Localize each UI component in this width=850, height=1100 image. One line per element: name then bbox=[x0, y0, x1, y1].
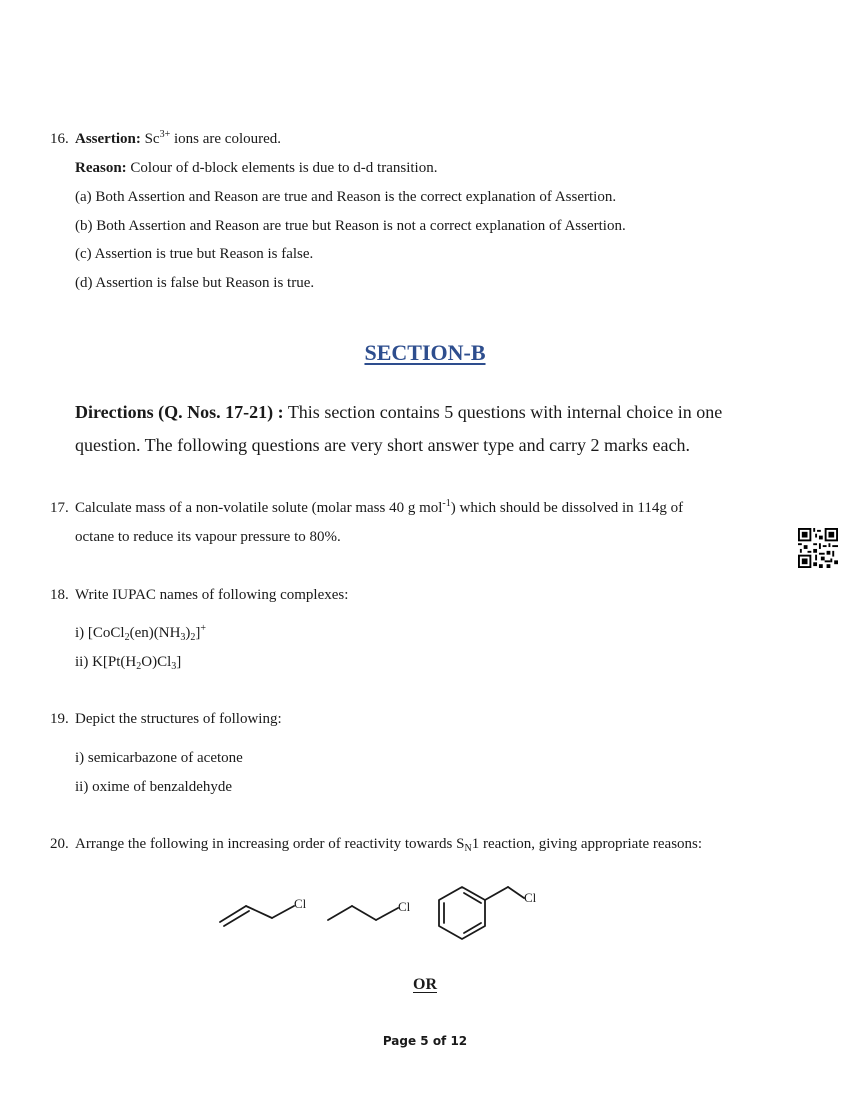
question-text bbox=[75, 834, 702, 854]
option-d: (d) Assertion is false but Reason is true. bbox=[75, 275, 315, 291]
complex-2 bbox=[75, 652, 181, 672]
subscript: 3 bbox=[180, 632, 186, 643]
directions-text: This section contains 5 questions with internal choice in one bbox=[283, 402, 723, 422]
formula-part: ) bbox=[185, 625, 191, 641]
superscript: -1 bbox=[442, 498, 451, 509]
reason-text: Colour of d-block elements is due to d-d transition. bbox=[126, 160, 438, 176]
ion-charge: 3+ bbox=[159, 129, 171, 140]
reason-label: Reason: bbox=[75, 160, 127, 176]
page-footer: Page 5 of 12 bbox=[382, 1034, 468, 1048]
formula-part: ] bbox=[176, 654, 182, 670]
formula-part: O)Cl bbox=[141, 654, 172, 670]
allyl-chloride-structure bbox=[210, 880, 320, 930]
question-number: 16. bbox=[50, 131, 69, 147]
formula-part: ii) K[Pt(H bbox=[75, 654, 137, 670]
propyl-chloride-structure bbox=[322, 884, 422, 930]
list-item: i) semicarbazone of acetone bbox=[75, 750, 243, 766]
option-b: (b) Both Assertion and Reason are true but Reason is not a correct explanation of Assertion. bbox=[75, 218, 626, 234]
formula-part: i) [CoCl bbox=[75, 625, 125, 641]
text-part: Arrange the following in increasing order of reactivity towards S bbox=[75, 836, 465, 852]
reason-line bbox=[75, 158, 437, 178]
qr-code-icon bbox=[798, 528, 838, 568]
directions-label: Directions (Q. Nos. 17-21) : bbox=[75, 402, 284, 422]
question-text-2: octane to reduce its vapour pressure to 80%. bbox=[75, 529, 341, 545]
question-text: Depict the structures of following: bbox=[75, 711, 282, 727]
chlorine-label: Cl bbox=[398, 899, 411, 914]
assertion-label: Assertion: bbox=[75, 131, 141, 147]
subscript: N bbox=[464, 843, 472, 854]
subscript: 2 bbox=[124, 632, 130, 643]
option-c: (c) Assertion is true but Reason is false. bbox=[75, 246, 314, 262]
subscript: 2 bbox=[190, 632, 196, 643]
subscript: 2 bbox=[136, 661, 142, 672]
question-number: 20. bbox=[50, 836, 69, 852]
question-text bbox=[75, 498, 775, 518]
section-directions bbox=[75, 396, 785, 462]
complex-1 bbox=[75, 623, 206, 643]
question-number: 17. bbox=[50, 500, 69, 516]
option-a: (a) Both Assertion and Reason are true and Reason is the correct explanation of Assertion. bbox=[75, 189, 617, 205]
subscript: 3 bbox=[171, 661, 177, 672]
formula-part: ] bbox=[195, 625, 201, 641]
list-item: ii) oxime of benzaldehyde bbox=[75, 779, 233, 795]
question-text: Write IUPAC names of following complexes: bbox=[75, 587, 349, 603]
ion-symbol: Sc bbox=[144, 131, 160, 147]
superscript: + bbox=[200, 623, 207, 634]
text-part: 1 reaction, giving appropriate reasons: bbox=[471, 836, 703, 852]
directions-text-2: question. The following questions are very short answer type and carry 2 marks each. bbox=[75, 435, 690, 455]
chlorine-label: Cl bbox=[294, 896, 307, 911]
assertion-text: ions are coloured. bbox=[170, 131, 282, 147]
formula-part: (en)(NH bbox=[129, 625, 181, 641]
benzyl-chloride-structure bbox=[430, 878, 550, 944]
assertion-line bbox=[75, 129, 281, 149]
text-part: ) which should be dissolved in 114g of bbox=[450, 500, 684, 516]
chlorine-label: Cl bbox=[524, 890, 537, 905]
text-part: Calculate mass of a non-volatile solute (molar mass 40 g mol bbox=[75, 500, 443, 516]
question-number: 19. bbox=[50, 711, 69, 727]
question-number: 18. bbox=[50, 587, 69, 603]
or-separator: OR bbox=[413, 976, 437, 993]
section-title: SECTION-B bbox=[364, 340, 486, 365]
